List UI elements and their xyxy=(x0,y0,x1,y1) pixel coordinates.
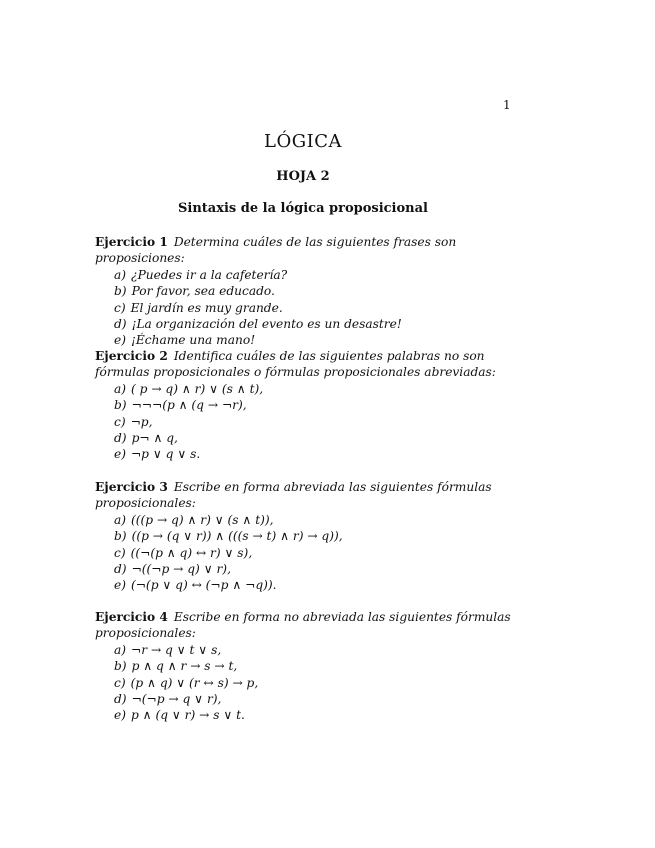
list-item xyxy=(95,300,515,316)
item-formula: ¬r → q ∨ t ∨ s, xyxy=(131,642,222,657)
item-label: a) xyxy=(114,381,127,396)
document-title: LÓGICA xyxy=(264,131,342,152)
list-item xyxy=(95,528,515,544)
exercise-label: Ejercicio 3 xyxy=(95,480,168,494)
item-label: b) xyxy=(114,659,127,674)
exercise-statement: Determina cuáles de las siguientes frases son proposiciones: xyxy=(95,235,457,266)
item-label: d) xyxy=(114,317,127,332)
list-item xyxy=(95,642,515,658)
item-label: c) xyxy=(114,545,126,560)
item-label: e) xyxy=(114,333,126,348)
item-formula: (p ∧ q) ∨ (r ↔ s) → p, xyxy=(130,675,259,690)
item-text: ¿Puedes ir a la cafetería? xyxy=(131,267,288,282)
item-label: d) xyxy=(114,431,127,446)
exercise-4 xyxy=(95,609,515,724)
item-text: El jardín es muy grande. xyxy=(130,300,283,315)
list-item xyxy=(95,658,515,674)
exercise-label: Ejercicio 2 xyxy=(95,349,168,363)
item-label: b) xyxy=(114,284,127,299)
item-formula: ¬(¬p → q ∨ r), xyxy=(131,692,222,707)
item-formula: ((p → (q ∨ r)) ∧ (((s → t) ∧ r) → q)), xyxy=(131,529,343,544)
item-label: a) xyxy=(114,512,127,527)
item-label: c) xyxy=(114,414,126,429)
item-formula: ¬¬¬(p ∧ (q → ¬r), xyxy=(131,398,247,413)
document-subtitle: HOJA 2 xyxy=(276,169,330,184)
item-label: b) xyxy=(114,529,127,544)
exercise-items xyxy=(95,267,515,349)
list-item xyxy=(95,561,515,577)
list-item xyxy=(95,316,515,332)
exercise-items xyxy=(95,642,515,724)
item-formula: ¬((¬p → q) ∨ r), xyxy=(131,562,231,577)
item-label: c) xyxy=(114,300,126,315)
item-formula: ¬p ∨ q ∨ s. xyxy=(130,447,201,462)
list-item xyxy=(95,397,515,413)
item-formula: ((¬(p ∧ q) ↔ r) ∨ s), xyxy=(130,545,253,560)
list-item xyxy=(95,512,515,528)
item-formula: ¬p, xyxy=(130,414,153,429)
list-item xyxy=(95,446,515,462)
exercise-statement: Escribe en forma abreviada las siguientes fórmulas proposicionales: xyxy=(95,480,492,511)
exercise-label: Ejercicio 4 xyxy=(95,610,168,624)
exercise-header xyxy=(95,234,515,267)
item-label: e) xyxy=(114,708,126,723)
exercise-label: Ejercicio 1 xyxy=(95,235,168,249)
item-text: ¡La organización del evento es un desastre! xyxy=(131,317,402,332)
item-label: e) xyxy=(114,578,126,593)
list-item xyxy=(95,675,515,691)
list-item xyxy=(95,577,515,593)
section-title: Sintaxis de la lógica proposicional xyxy=(178,201,428,216)
item-label: d) xyxy=(114,692,127,707)
item-text: Por favor, sea educado. xyxy=(131,284,275,299)
item-formula: p¬ ∧ q, xyxy=(131,431,178,446)
item-formula: (((p → q) ∧ r) ∨ (s ∧ t)), xyxy=(131,512,274,527)
exercise-3 xyxy=(95,479,515,594)
list-item xyxy=(95,430,515,446)
list-item xyxy=(95,381,515,397)
page-number: 1 xyxy=(503,98,511,112)
list-item xyxy=(95,414,515,430)
item-label: d) xyxy=(114,562,127,577)
exercise-items xyxy=(95,381,515,463)
item-label: c) xyxy=(114,675,126,690)
item-formula: ( p → q) ∧ r) ∨ (s ∧ t), xyxy=(131,381,264,396)
list-item xyxy=(95,691,515,707)
item-formula: p ∧ (q ∨ r) → s ∨ t. xyxy=(130,708,245,723)
exercise-statement: Identifica cuáles de las siguientes palabras no son fórmulas proposicionales o fórmulas proposicionales abreviadas: xyxy=(95,349,496,380)
list-item xyxy=(95,267,515,283)
item-label: b) xyxy=(114,398,127,413)
item-label: a) xyxy=(114,642,127,657)
list-item xyxy=(95,707,515,723)
item-label: e) xyxy=(114,447,126,462)
item-formula: p ∧ q ∧ r → s → t, xyxy=(131,659,238,674)
exercise-2 xyxy=(95,348,515,463)
list-item xyxy=(95,545,515,561)
list-item xyxy=(95,332,515,348)
exercise-header xyxy=(95,348,515,381)
item-text: ¡Échame una mano! xyxy=(130,333,256,348)
exercise-1 xyxy=(95,234,515,349)
item-formula: (¬(p ∨ q) ↔ (¬p ∧ ¬q)). xyxy=(130,578,277,593)
exercise-items xyxy=(95,512,515,594)
exercise-header xyxy=(95,479,515,512)
list-item xyxy=(95,283,515,299)
exercise-header xyxy=(95,609,515,642)
item-label: a) xyxy=(114,267,127,282)
exercise-statement: Escribe en forma no abreviada las siguientes fórmulas proposicionales: xyxy=(95,610,511,641)
